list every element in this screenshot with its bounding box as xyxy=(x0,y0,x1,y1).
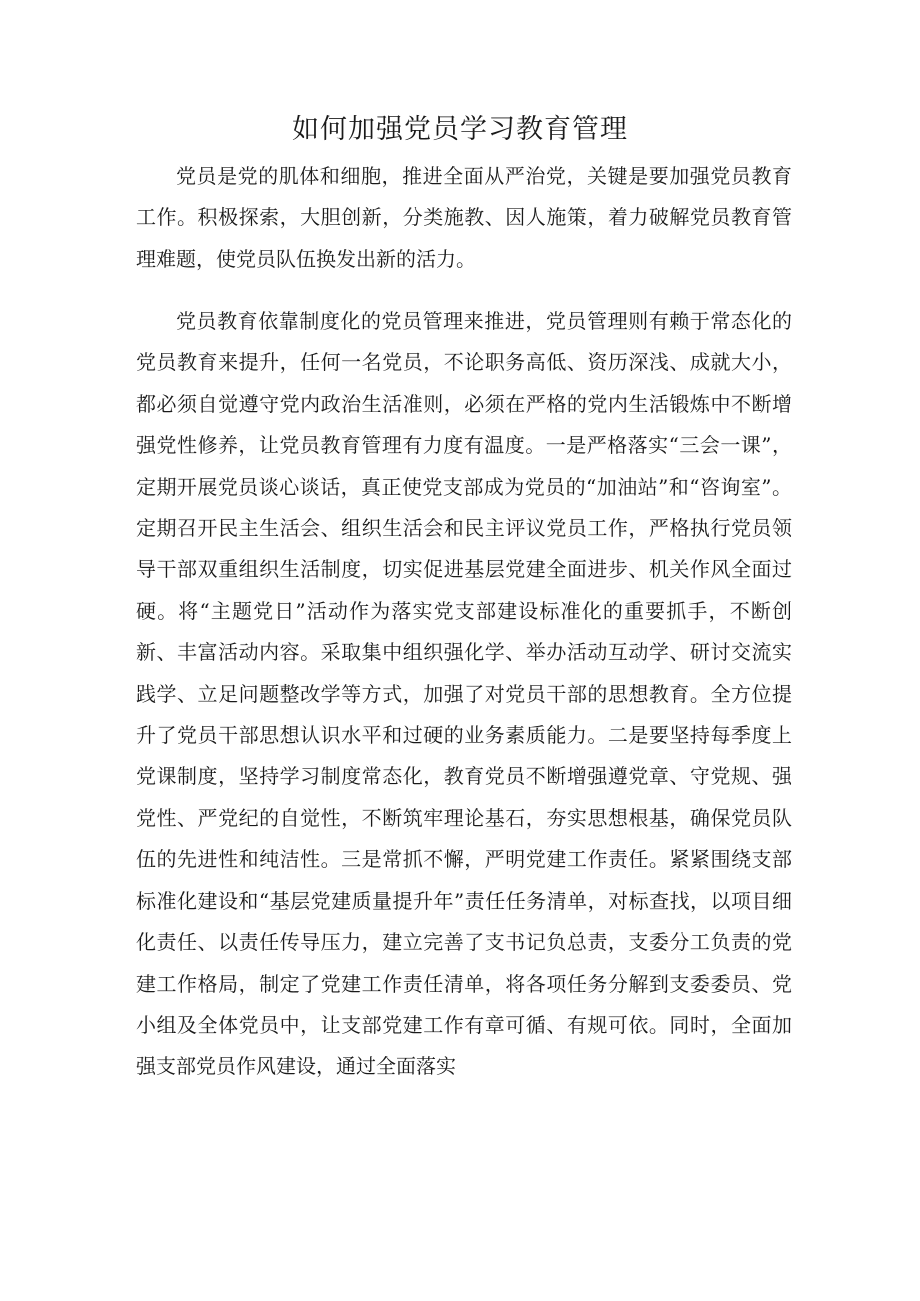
paragraph-main: 党员教育依靠制度化的党员管理来推进，党员管理则有赖于常态化的党员教育来提升，任何一名党员，不论职务高低、资历深浅、成就大小，都必须自觉遵守党内政治生活准则，必须在严格的党内生活锻炼中不断增强党性修养，让党员教育管理有力度有温度。一是严格落实“三会一课”，定期开展党员谈心谈话，真正使党支部成为党员的“加油站”和“咨询室”。定期召开民主生活会、组织生活会和民主评议党员工作，严格执行党员领导干部双重组织生活制度，切实促进基层党建全面进步、机关作风全面过硬。将“主题党日”活动作为落实党支部建设标准化的重要抓手，不断创新、丰富活动内容。采取集中组织强化学、举办活动互动学、研讨交流实践学、立足问题整改学等方式，加强了对党员干部的思想教育。全方位提升了党员干部思想认识水平和过硬的业务素质能力。二是要坚持每季度上党课制度，坚持学习制度常态化，教育党员不断增强遵党章、守党规、强党性、严党纪的自觉性，不断筑牢理论基石，夯实思想根基，确保党员队伍的先进性和纯洁性。三是常抓不懈，严明党建工作责任。紧紧围绕支部标准化建设和“基层党建质量提升年”责任任务清单，对标查找，以项目细化责任、以责任传导压力，建立完善了支书记负总责，支委分工负责的党建工作格局，制定了党建工作责任清单，将各项任务分解到支委委员、党小组及全体党员中，让支部党建工作有章可循、有规可依。同时，全面加强支部党员作风建设，通过全面落实 xyxy=(136,309,792,1079)
document-title: 如何加强党员学习教育管理 xyxy=(292,114,628,145)
paragraph-intro: 党员是党的肌体和细胞，推进全面从严治党，关键是要加强党员教育工作。积极探索，大胆创新，分类施教、因人施策，着力破解党员教育管理难题，使党员队伍换发出新的活力。 xyxy=(136,164,792,271)
